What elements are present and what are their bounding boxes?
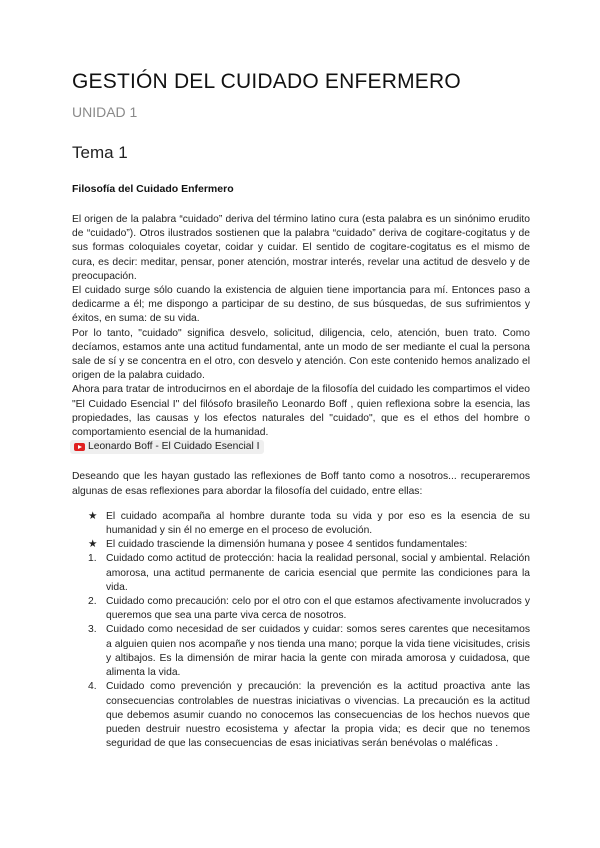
list-item-text: Cuidado como actitud de protección: hacia la realidad personal, social y ambiental. Relación amorosa, una actitud permanente de caricia esencial que permite las condiciones para la vida.	[106, 553, 530, 593]
document-title: GESTIÓN DEL CUIDADO ENFERMERO	[72, 70, 461, 93]
list-number: 4.	[88, 681, 97, 693]
reflections-list	[72, 510, 530, 751]
paragraph: Por lo tanto, "cuidado" significa desvelo, solicitud, diligencia, celo, atención, buen trato. Como decíamos, estamos ante una actitud fundamental, ante un modo de ser mediante el cual la persona sale de sí y se concentra en el otro, con desvelo y atención. Con este contenido hemos analizado el origen de la palabra cuidado.	[72, 327, 530, 382]
list-number: 2.	[88, 596, 97, 608]
list-item-text: Cuidado como prevención y precaución: la prevención es la actitud proactiva ante las consecuencias controlables de nuestras iniciativas o vivencias. La precaución es la actitud que debemos asumir cuando no conocemos las consecuencias de los hechos nuevos que pueden destruir nuestro ecosistema y afectar la propia vida; es decir que no tenemos seguridad de que las consecuencias de esas iniciativas serán benévolas o maléficas .	[106, 681, 530, 750]
document-body	[72, 213, 530, 751]
list-item	[72, 595, 530, 623]
list-item	[72, 510, 530, 538]
video-link-label[interactable]: Leonardo Boff - El Cuidado Esencial I	[88, 441, 260, 453]
list-number: 3.	[88, 624, 97, 636]
video-link-chip[interactable]	[70, 440, 264, 454]
youtube-icon	[74, 443, 85, 451]
list-item-text: Cuidado como precaución: celo por el otro con el que estamos afectivamente involucrados y queremos que sea una parte viva cerca de nosotros.	[106, 596, 530, 622]
list-item-text: El cuidado acompaña al hombre durante toda su vida y por eso es la esencia de su humanidad y sin él no emerge en el proceso de evolución.	[106, 510, 530, 537]
star-bullet-icon: ★	[88, 539, 98, 551]
paragraph: El cuidado surge sólo cuando la existencia de alguien tiene importancia para mí. Entonces paso a dedicarme a él; me dispongo a participar de su destino, de sus búsquedas, de sus sufrimientos y éxitos, en suma: de su vida.	[72, 285, 530, 325]
list-item	[72, 623, 530, 680]
list-item	[72, 538, 530, 552]
topic-heading: Tema 1	[72, 143, 128, 162]
paragraph: El origen de la palabra “cuidado” deriva del término latino cura (esta palabra es un sinónimo erudito de “cuidado”). Otros ilustrados sostienen que la palabra “cuidado” deriva de cogitare-cogitatus y de sus formas coloquiales coyetar, coidar y cuidar. El sentido de cogitare-cogitatus es el mismo de cura, es decir: meditar, pensar, poner atención, mostrar interés, revelar una actitud de desvelo y de preocupación.	[72, 214, 530, 282]
unit-label: UNIDAD 1	[72, 104, 138, 120]
video-link-row	[72, 440, 530, 456]
list-item-text: Cuidado como necesidad de ser cuidados y cuidar: somos seres carentes que necesitamos a alguien quien nos acompañe y nos tienda una mano; porque la vida tiene vicisitudes, crisis y altibajos. Es la dimensión de mirar hacia la gente con mirada amorosa y cuidadosa, que alimenta la vida.	[106, 624, 530, 679]
section-heading: Filosofía del Cuidado Enfermero	[72, 183, 234, 195]
list-item-text: El cuidado trasciende la dimensión humana y posee 4 sentidos fundamentales:	[106, 539, 468, 551]
star-bullet-icon: ★	[88, 510, 98, 522]
list-item	[72, 552, 530, 595]
paragraph: Ahora para tratar de introducirnos en el abordaje de la filosofía del cuidado les compartimos el video "El Cuidado Esencial I" del filósofo brasileño Leonardo Boff , quien reflexiona sobre la esencia, las propiedades, las causas y los efectos naturales del "cuidado", que es el ethos del hombre o comportamiento esencial de la humanidad.	[72, 384, 530, 439]
list-number: 1.	[88, 553, 97, 565]
list-item	[72, 680, 530, 751]
intro-paragraph: Deseando que les hayan gustado las reflexiones de Boff tanto como a nosotros... recuperaremos algunas de esas reflexiones para abordar la filosofía del cuidado, entre ellas:	[72, 471, 530, 497]
